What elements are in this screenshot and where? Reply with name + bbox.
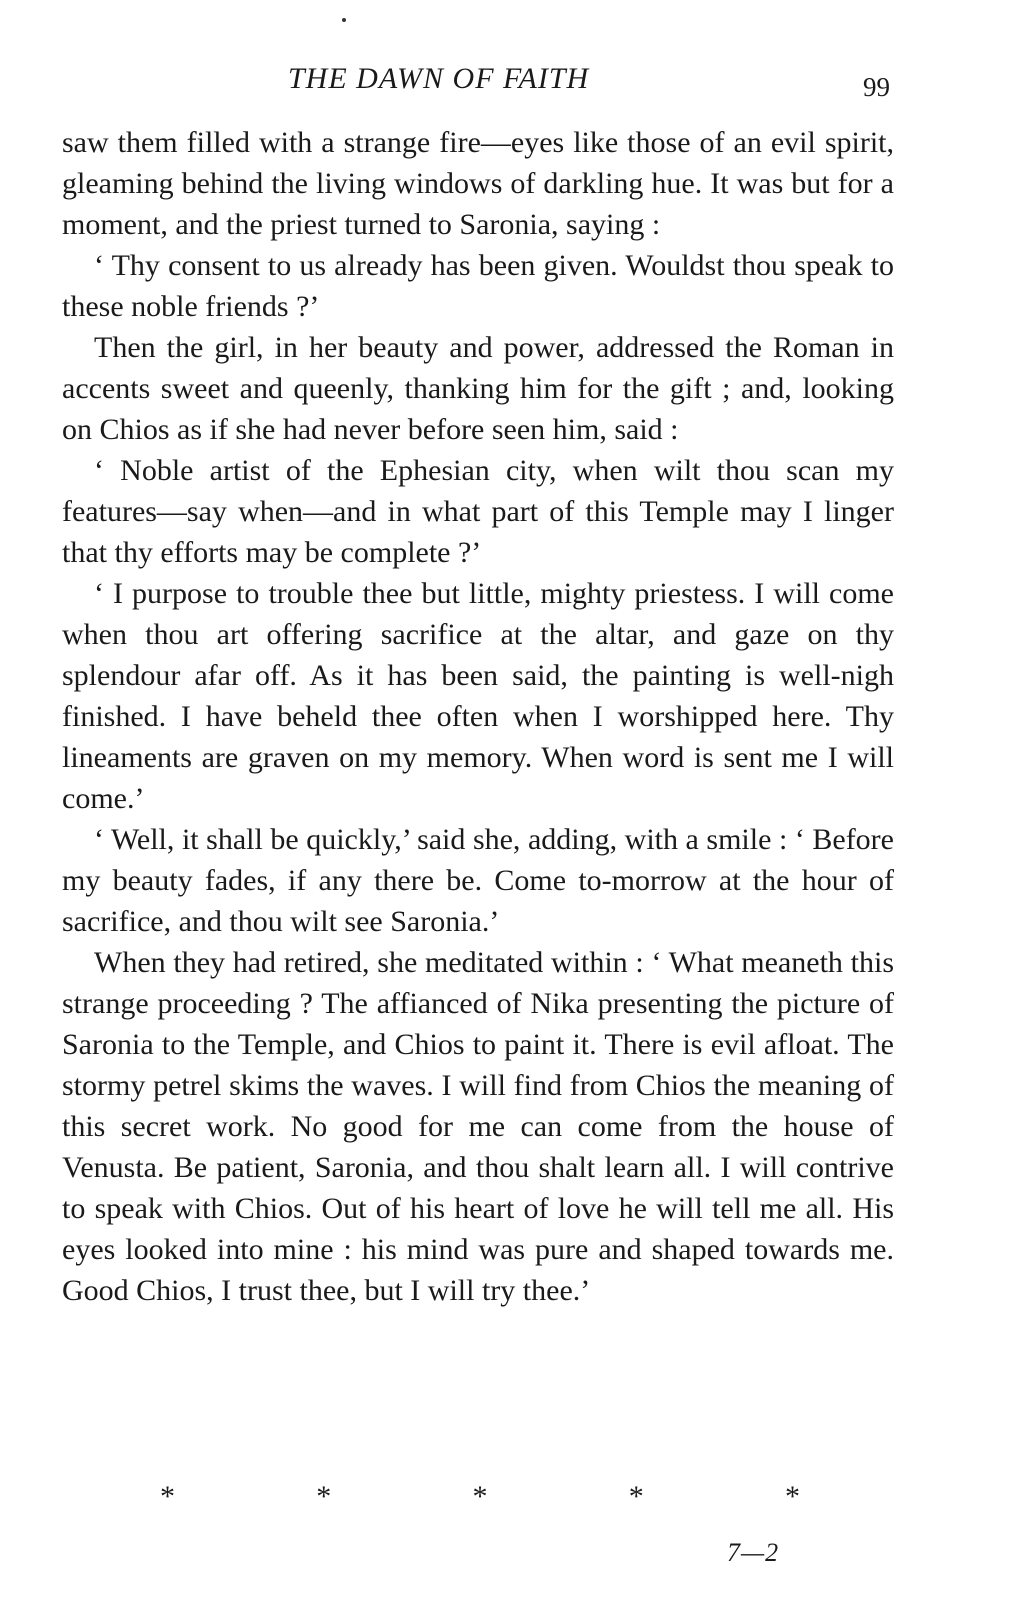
paragraph: ‘ Thy consent to us already has been given. Wouldst thou speak to these noble friends ?’ — [62, 249, 894, 323]
printer-signature: 7—2 — [727, 1538, 780, 1567]
paragraph: ‘ Well, it shall be quickly,’ said she, adding, with a smile : ‘ Before my beauty fades, if any there be. Come to-morrow at the hour of sacrifice, and thou wilt see Saronia.’ — [62, 823, 894, 938]
paragraph: saw them filled with a strange fire—eyes like those of an evil spirit, gleaming behind the living windows of darkling hue. It was but for a moment, and the priest turned to Saronia, saying : — [62, 126, 894, 241]
section-break — [160, 1480, 800, 1514]
page-header — [62, 56, 894, 106]
asterisk: * — [472, 1480, 488, 1513]
asterisk: * — [785, 1480, 800, 1513]
paragraph: ‘ I purpose to trouble thee but little, mighty priestess. I will come when thou art offering sacrifice at the altar, and gaze on thy splendour afar off. As it has been said, the painting is well-nigh finished. I have beheld thee often when I worshipped here. Thy lineaments are graven on my memory. When word is sent me I will come.’ — [62, 577, 894, 815]
asterisk: * — [316, 1480, 332, 1513]
asterisk: * — [160, 1480, 175, 1513]
body-text — [62, 122, 894, 1311]
paragraph: Then the girl, in her beauty and power, addressed the Roman in accents sweet and queenly, thanking him for the gift ; and, looking on Chios as if she had never before seen him, said : — [62, 331, 894, 446]
page-number: 99 — [863, 72, 890, 102]
paragraph: ‘ Noble artist of the Ephesian city, when wilt thou scan my features—say when—and in what part of this Temple may I linger that thy efforts may be complete ?’ — [62, 454, 894, 569]
ink-speck — [342, 18, 346, 22]
running-title: THE DAWN OF FAITH — [288, 62, 590, 95]
paragraph: When they had retired, she meditated within : ‘ What meaneth this strange proceeding ? The affianced of Nika presenting the picture of Saronia to the Temple, and Chios to paint it. There is evil afloat. The stormy petrel skims the waves. I will find from Chios the meaning of this secret work. No good for me can come from the house of Venusta. Be patient, Saronia, and thou shalt learn all. I will contrive to speak with Chios. Out of his heart of love he will tell me all. His eyes looked into mine : his mind was pure and shaped towards me. Good Chios, I trust thee, but I will try thee.’ — [62, 946, 894, 1307]
asterisk: * — [628, 1480, 644, 1513]
